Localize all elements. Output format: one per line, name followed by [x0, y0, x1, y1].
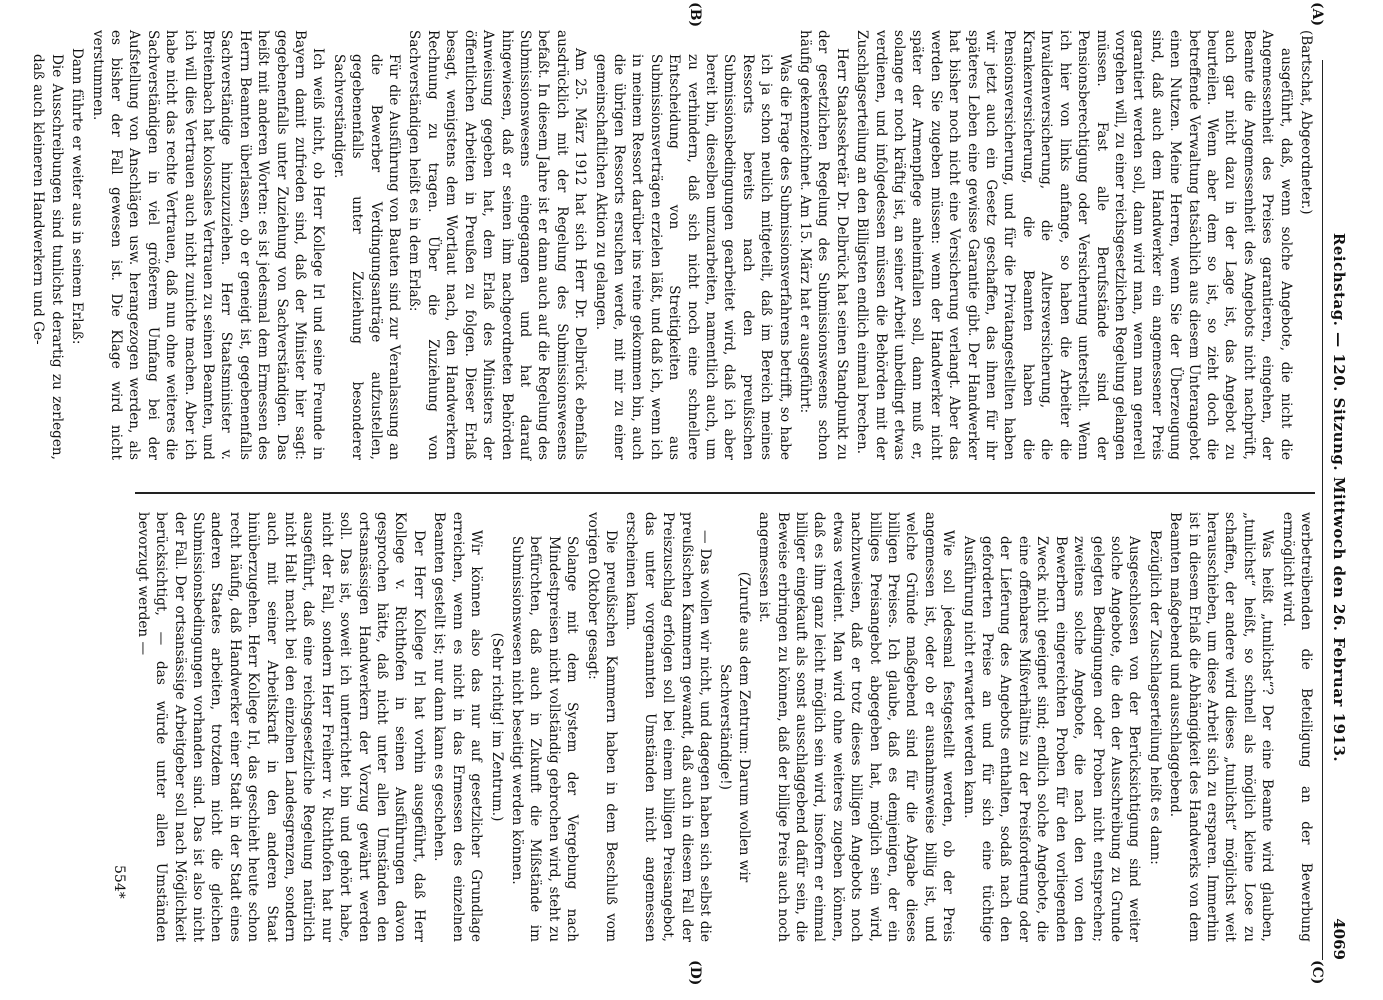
column-divider	[135, 492, 1315, 494]
header-rule	[1322, 60, 1323, 960]
margin-marker-a: (A)	[1309, 2, 1325, 27]
page-number: 4069	[1330, 918, 1348, 960]
margin-marker-d: (D)	[687, 960, 703, 986]
paragraph: Am 25. März 1912 hat sich Herr Dr. Delbrück ebenfalls ausdrücklich mit der Regelung des Submissionswesens befaßt. In diesem Jahre ist er dann auch auf die Regelung des Submissionswesens eingegangen und hat darauf hingewiesen, daß er seinen ihm nachgeordneten Behörden Anweisung gegeben hat, dem Erlaß des Ministers der öffentlichen Arbeiten in Preußen zu folgen. Dieser Erlaß besagt, wenigstens dem Wortlaut nach, den Handwerkern Rechnung zu tragen. Über die Zuziehung von Sachverständigen heißt es in dem Erlaß:	[406, 30, 589, 460]
signature-mark: 554*	[111, 865, 127, 899]
paragraph: Ich weiß nicht, ob Herr Kollege Irl und seine Freunde in Bayern damit zufrieden sind, daß der Minister hier sagt: gegebenenfalls unter Zuziehung von Sachverständigen. Das heißt mit anderen Worten: es ist jedesmal dem Ermessen des Herrn Beamten überlassen, ob er geneigt ist, gegebenenfalls Sachverständige hinzuzuziehen. Herr Staatsminister v. Breitenbach hat kolossales Vertrauen zu seinen Beamten, und ich will dies Vertrauen auch nicht zunichte machen. Aber ich habe nicht das rechte Vertrauen, daß nun ohne weiteres die Sachverständigen in viel größerem Umfang bei der Aufstellung von Anschlägen usw. herangezogen werden, als es bisher der Fall gewesen ist. Die Klage wird nicht verstummen.	[89, 30, 327, 460]
paragraph: Was heißt „tunlichst“? Der eine Beamte wird glauben, „tunlichst“ heißt, so schnell als möglich kleine Lose zu schaffen, der andere wird dieses „tunlichst“ möglichst weit herausschieben, um diese Arbeit sich zu ersparen. Immerhin ist in diesem Erlaß die Abhängigkeit des Handwerks von dem Beamten maßgebend und ausschlaggebend.	[1167, 512, 1276, 942]
paragraph: werbetreibenden die Beteiligung an der Bewerbung ermöglicht wird.	[1279, 512, 1314, 942]
paragraph: Die preußischen Kammern haben in dem Beschluß vom vorigen Oktober gesagt:	[584, 512, 619, 942]
margin-marker-b: (B)	[687, 2, 703, 28]
quote-paragraph: Solange mit dem System der Vergebung nach Mindestpreisen nicht vollständig gebrochen wird, steht zu befürchten, daß auch in Zukunft die Mißstände im Submissionswesen nicht beseitigt werden können.	[508, 536, 581, 942]
margin-marker-c: (C)	[1309, 960, 1325, 985]
paragraph: (Bartschat, Abgeordneter.)	[1298, 30, 1314, 215]
quote-paragraph: Was die Frage des Submissionsverfahrens betrifft, so habe ich ja schon neulich mitgeteilt, daß im Bereich meines Ressorts bereits nach den preußischen Submissionsbedingungen gearbeitet wird, daß ich aber bereit bin, dieselben umzuarbeiten, namentlich auch, um zu verhindern, daß sich nicht noch eine schnellere Entscheidung von Streitigkeiten aus Submissionsverträgen erzielen läßt, und daß ich, wenn ich in meinem Ressort darüber ins reine gekommen bin, auch die übrigen Ressorts ersuchen werde, mit mir zu einer gemeinschaftlichen Aktion zu gelangen.	[592, 54, 793, 460]
interjection: (Zurufe aus dem Zentrum: Darum wollen wir Sachverständige!)	[717, 571, 752, 883]
paragraph: Bezüglich der Zuschlagserteilung heißt es dann:	[1146, 530, 1163, 865]
left-column	[30, 30, 1315, 460]
page-title: Reichstag. — 120. Sitzung. Mittwoch den 26. Februar 1913.	[1330, 232, 1348, 763]
paragraph: ausgeführt, daß, wenn solche Angebote, die nicht die Angemessenheit des Preises garantieren, eingehen, der Beamte die Angemessenheit des Angebots nicht nachprüft, auch gar nicht dazu in der Lage ist, das Angebot zu beurteilen. Wenn aber dem so ist, so zieht doch die betreffende Verwaltung tatsächlich aus diesem Unterangebot einen Nutzen. Meine Herren, wenn Sie der Überzeugung sind, daß auch dem Handwerker ein angemessener Preis garantiert werden soll, dann wird man, wenn man generell vorgehen will, zu einer reichsgesetzlichen Regelung gelangen müssen. Fast alle Berufsstände sind der Pensionsberechtigung oder Versicherung unterstellt. Wenn ich hier von links anfange, so haben die Arbeiter die Invalidenversicherung, die Altersversicherung, die Krankenversicherung, die Beamten haben die Pensionsversicherung, und für die Privatangestellten haben wir jetzt auch ein Gesetz geschaffen, das ihnen für ihr späteres Leben eine gewisse Garantie gibt. Der Handwerker hat bisher noch nicht eine Versicherung verlangt. Aber das werden Sie zugeben müssen: wenn der Handwerker nicht später der Armenpflege anheimfallen soll, dann muß er, solange er noch kräftig ist, an seiner Arbeit unbedingt etwas verdienen, und infolgedessen müssen die Behörden mit der Zuschlagserteilung an den Billigsten endlich einmal brechen.	[854, 30, 1294, 460]
interjection: (Sehr richtig! im Zentrum.)	[488, 632, 505, 822]
paragraph: Wie soll jedesmal festgestellt werden, ob der Preis angemessen ist, oder ob er ausnahmsweise billig ist, und welche Gründe maßgebend sind für die Abgabe dieses billigen Preises. Ich glaube, daß es demjenigen, der ein billiges Preisangebot abgegeben hat, möglich sein wird, nachzuweisen, daß er trotz dieses billigen Angebots noch etwas verdient. Man wird ohne weiteres zugeben können, daß es ihm ganz leicht möglich sein wird, insofern er einmal billiger eingekauft als sonst ausschlaggebend dafür sein, die Beweise erbringen zu können, daß der billige Preis auch noch angemessen ist.	[756, 512, 957, 942]
paragraph: Dann führte er weiter aus in seinem Erlaß:	[69, 48, 86, 345]
paragraph: Der Herr Kollege Irl hat vorhin ausgeführt, daß Herr Kollege v. Richthofen in seinen Ausführungen davon gesprochen hätte, daß nicht unter allen Umständen den ortsansässigen Handwerkern der Vorzug gewährt werden soll. Das ist, soweit ich unterrichtet bin und gehört habe, nicht der Fall, sondern Herr Freiherr v. Richthofen hat nur ausgeführt, daß eine reichsgesetzliche Regelung natürlich nicht Halt macht bei den einzelnen Landesgrenzen, sondern auch mit seiner Arbeitskraft in den anderen Staat hinüberzugehen. Herr Kollege Irl, das geschieht heute schon recht häufig, daß Handwerker einer Stadt in der Stadt eines anderen Staates arbeiten, trotzdem nicht die gleichen Submissionsbedingungen vorhanden sind. Das ist also nicht der Fall. Der ortsansässige Arbeitgeber soll nach Möglichkeit berücksichtigt, — das würde unter allen Umständen bevorzugt werden —	[134, 512, 427, 942]
page-header	[1324, 35, 1348, 960]
quote-paragraph: Die Ausschreibungen sind tunlichst derartig zu zerlegen, daß auch kleineren Handwerkern und Ge-	[30, 54, 65, 460]
paragraph: Herr Staatssekretär Dr. Delbrück hat seinen Standpunkt zu der gesetzlichen Regelung des Submissionswesens schon häufig gekennzeichnet. Am 15. März hat er ausgeführt:	[797, 30, 850, 460]
quote-paragraph: Ausgeschlossen von der Berücksichtigung sind weiter solche Angebote, die den der Ausschreibung zu Grunde gelegten Bedingungen oder Proben nicht entsprechen; zweitens solche Angebote, die nach den von den Bewerbern eingereichten Proben für den vorliegenden Zweck nicht geeignet sind; endlich solche Angebote, die eine offenbares Mißverhältnis zu der Preisforderung oder der Lieferung des Angebots enthalten, sodaß nach den geforderten Preise an und für sich eine tüchtige Ausführung nicht erwartet werden kann.	[960, 536, 1143, 942]
right-column	[134, 512, 1315, 942]
quote-paragraph: Für die Ausführung von Bauten sind zur Veranlassung an die Bewerber Verdingungsanträge aufzustellen, gegebenenfalls unter Zuziehung besonderer Sachverständiger.	[330, 54, 403, 460]
paragraph: — Das wollen wir nicht, und dagegen haben sich selbst die preußischen Kammern gewandt, daß auch in diesem Fall der Preiszuschlag erfolgen soll bei einem billigen Preisangebot, das unter vorgenannten Umständen nicht angemessen erscheinen kann.	[623, 512, 713, 942]
paragraph: Wir können also das nur auf gesetzlicher Grundlage erreichen, wenn es nicht in das Ermessen des einzelnen Beamten gestellt ist; nur dann kann es geschehen.	[431, 512, 485, 942]
